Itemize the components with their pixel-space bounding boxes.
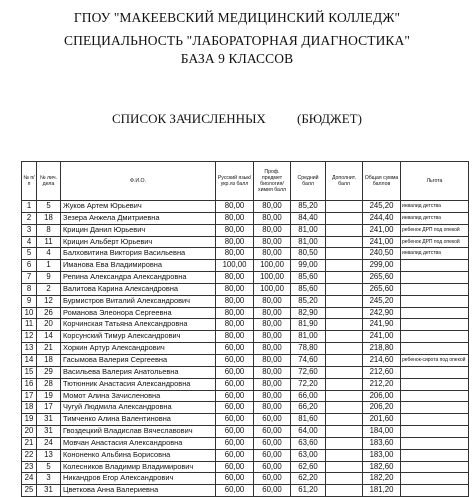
col-file-number-cell: 18 [37,212,61,224]
col-profile-score-cell: 60,00 [254,414,291,426]
col-extra-score-cell [326,331,363,343]
col-full-name-cell: Чугуй Людмила Александровна [61,402,216,414]
col-full-name-cell: Кононенко Альбина Борисовна [61,449,216,461]
col-profile-score-cell: 80,00 [254,331,291,343]
col-russian-score-cell: 60,00 [216,378,254,390]
col-average-score-cell: 84,40 [291,212,326,224]
col-full-name-cell: Васильева Валерия Анатольевна [61,366,216,378]
col-total-score-cell: 241,90 [363,319,401,331]
col-privilege-cell [401,414,469,426]
col-russian-score-cell: 60,00 [216,366,254,378]
col-privilege-cell [401,260,469,272]
col-full-name-cell: Корсунский Тимур Александрович [61,331,216,343]
col-russian-score-cell: 80,00 [216,212,254,224]
col-full-name-cell: Тютюнник Анастасия Александровна [61,378,216,390]
table-row [22,449,469,461]
table-row [22,295,469,307]
table-row [22,283,469,295]
col-average-score-cell: 81,00 [291,236,326,248]
col-extra-score-cell [326,201,363,213]
col-russian-score-cell: 60,00 [216,402,254,414]
col-russian-score-cell: 60,00 [216,343,254,355]
col-russian-score-cell: 60,00 [216,449,254,461]
col-privilege-cell [401,331,469,343]
col-file-number-cell: 8 [37,224,61,236]
col-number-cell: 4 [22,236,37,248]
col-extra-score-cell [326,272,363,284]
col-total-score-cell: 265,60 [363,272,401,284]
col-file-number-cell: 29 [37,366,61,378]
col-average-score-cell: 80,50 [291,248,326,260]
col-full-name-cell: Никандров Егор Александрович [61,473,216,485]
col-russian-score-cell: 60,00 [216,485,254,497]
col-file-number-cell: 31 [37,426,61,438]
table-row [22,378,469,390]
col-profile-score-cell: 80,00 [254,201,291,213]
table-row [22,354,469,366]
col-russian-score-cell: 60,00 [216,461,254,473]
col-file-number-cell: 19 [37,390,61,402]
col-extra-score-cell [326,307,363,319]
col-full-name-cell: Крицин Альберт Юрьевич [61,236,216,248]
col-number-cell: 5 [22,248,37,260]
col-file-number-cell: 28 [37,378,61,390]
col-extra-score-cell [326,414,363,426]
col-russian-score-cell: 80,00 [216,224,254,236]
col-number-cell: 6 [22,260,37,272]
table-row [22,224,469,236]
col-full-name-cell: Балховитина Виктория Васильевна [61,248,216,260]
table-row [22,437,469,449]
col-profile-score-cell: 80,00 [254,378,291,390]
table-row [22,461,469,473]
col-number-cell: 25 [22,485,37,497]
col-full-name-cell: Крицин Данил Юрьевич [61,224,216,236]
col-privilege-cell [401,319,469,331]
col-profile-score-cell: 80,00 [254,366,291,378]
col-file-number-cell: 14 [37,331,61,343]
col-number-cell: 24 [22,473,37,485]
col-number-cell: 22 [22,449,37,461]
col-average-score-cell: 61,20 [291,485,326,497]
col-number-cell: 23 [22,461,37,473]
col-privilege-cell: ребенок ДРП под опекой [401,224,469,236]
col-profile-score-header: Проф. предмет биология/химия балл [254,162,291,201]
col-full-name-cell: Валитова Карина Александровна [61,283,216,295]
col-file-number-cell: 11 [37,236,61,248]
col-total-score-cell: 214,60 [363,354,401,366]
col-privilege-cell [401,390,469,402]
col-privilege-cell [401,307,469,319]
col-privilege-cell [401,295,469,307]
col-file-number-cell: 9 [37,272,61,284]
col-privilege-cell [401,473,469,485]
col-russian-score-cell: 80,00 [216,319,254,331]
col-total-score-cell: 245,20 [363,201,401,213]
col-privilege-cell [401,461,469,473]
col-average-score-cell: 85,20 [291,201,326,213]
col-total-score-cell: 218,80 [363,343,401,355]
table-row [22,390,469,402]
col-total-score-cell: 183,00 [363,449,401,461]
col-russian-score-cell: 60,00 [216,437,254,449]
col-total-score-cell: 244,40 [363,212,401,224]
col-average-score-cell: 81,00 [291,224,326,236]
col-average-score-cell: 78,80 [291,343,326,355]
col-average-score-cell: 62,60 [291,461,326,473]
base-title: БАЗА 9 КЛАССОВ [180,51,294,66]
col-profile-score-cell: 60,00 [254,461,291,473]
col-total-score-cell: 241,00 [363,236,401,248]
col-total-score-cell: 242,90 [363,307,401,319]
col-average-score-header: Средний балл [291,162,326,201]
col-russian-score-header: Русский язык/укр.яз балл [216,162,254,201]
col-number-cell: 8 [22,283,37,295]
col-extra-score-cell [326,449,363,461]
col-profile-score-cell: 60,00 [254,437,291,449]
col-russian-score-cell: 60,00 [216,414,254,426]
col-extra-score-cell [326,390,363,402]
col-average-score-cell: 81,90 [291,319,326,331]
col-full-name-cell: Цветкова Анна Валериевна [61,485,216,497]
col-full-name-header: Ф.И.О. [61,162,216,201]
col-number-header: № п/п [22,162,37,201]
col-file-number-cell: 4 [37,248,61,260]
col-extra-score-cell [326,473,363,485]
col-total-score-cell: 299,00 [363,260,401,272]
table-row [22,260,469,272]
col-privilege-cell [401,426,469,438]
col-total-score-cell: 245,20 [363,295,401,307]
col-profile-score-cell: 100,00 [254,272,291,284]
col-extra-score-cell [326,260,363,272]
col-total-score-cell: 241,00 [363,331,401,343]
col-profile-score-cell: 100,00 [254,283,291,295]
col-privilege-cell [401,283,469,295]
col-profile-score-cell: 80,00 [254,236,291,248]
col-average-score-cell: 74,60 [291,354,326,366]
table-row [22,212,469,224]
col-extra-score-cell [326,378,363,390]
col-profile-score-cell: 80,00 [254,224,291,236]
col-average-score-cell: 62,20 [291,473,326,485]
col-extra-score-cell [326,295,363,307]
col-full-name-cell: Бурмистров Виталий Александрович [61,295,216,307]
table-row [22,331,469,343]
col-profile-score-cell: 80,00 [254,402,291,414]
col-full-name-cell: Репина Александра Александровна [61,272,216,284]
col-full-name-cell: Тимченко Алина Валентиновна [61,414,216,426]
col-privilege-cell: ребенок ДРП под опекой [401,236,469,248]
col-number-cell: 21 [22,437,37,449]
table-row [22,402,469,414]
col-profile-score-cell: 100,00 [254,260,291,272]
col-privilege-header: Льгота [401,162,469,201]
col-number-cell: 1 [22,201,37,213]
col-total-score-cell: 206,20 [363,402,401,414]
col-total-score-cell: 183,60 [363,437,401,449]
col-total-score-cell: 265,60 [363,283,401,295]
list-title: СПИСОК ЗАЧИСЛЕННЫХ [112,111,266,126]
col-full-name-cell: Зезера Анжела Дмитриевна [61,212,216,224]
table-row [22,307,469,319]
col-average-score-cell: 85,60 [291,272,326,284]
col-average-score-cell: 85,60 [291,283,326,295]
col-file-number-cell: 26 [37,307,61,319]
col-russian-score-cell: 100,00 [216,260,254,272]
col-privilege-cell [401,343,469,355]
col-russian-score-cell: 80,00 [216,201,254,213]
specialty-title: СПЕЦИАЛЬНОСТЬ "ЛАБОРАТОРНАЯ ДИАГНОСТИКА" [63,33,410,48]
col-profile-score-cell: 80,00 [254,248,291,260]
col-total-score-cell: 184,00 [363,426,401,438]
col-profile-score-cell: 60,00 [254,449,291,461]
col-total-score-cell: 182,20 [363,473,401,485]
col-russian-score-cell: 60,00 [216,473,254,485]
col-average-score-cell: 72,20 [291,378,326,390]
col-extra-score-cell [326,402,363,414]
col-russian-score-cell: 80,00 [216,331,254,343]
col-number-cell: 2 [22,212,37,224]
col-extra-score-cell [326,212,363,224]
col-profile-score-cell: 80,00 [254,295,291,307]
college-title: ГПОУ "МАКЕЕВСКИЙ МЕДИЦИНСКИЙ КОЛЛЕДЖ" [73,10,401,25]
col-russian-score-cell: 60,00 [216,354,254,366]
col-number-cell: 9 [22,295,37,307]
col-number-cell: 18 [22,402,37,414]
col-average-score-cell: 81,00 [291,331,326,343]
col-number-cell: 19 [22,414,37,426]
table-row [22,248,469,260]
col-extra-score-cell [326,224,363,236]
table-row [22,366,469,378]
col-profile-score-cell: 60,00 [254,426,291,438]
col-extra-score-cell [326,236,363,248]
col-number-cell: 14 [22,354,37,366]
col-file-number-cell: 24 [37,437,61,449]
col-profile-score-cell: 80,00 [254,390,291,402]
col-russian-score-cell: 80,00 [216,295,254,307]
col-extra-score-cell [326,354,363,366]
col-russian-score-cell: 80,00 [216,272,254,284]
col-privilege-cell: инвалид детства [401,212,469,224]
col-full-name-cell: Романова Элеонора Сергеевна [61,307,216,319]
col-file-number-cell: 20 [37,319,61,331]
col-file-number-cell: 1 [37,260,61,272]
col-privilege-cell [401,378,469,390]
col-russian-score-cell: 60,00 [216,390,254,402]
col-number-cell: 3 [22,224,37,236]
col-full-name-cell: Иманова Ева Владимировна [61,260,216,272]
col-total-score-header: Общая сумма баллов [363,162,401,201]
col-average-score-cell: 72,60 [291,366,326,378]
col-average-score-cell: 63,60 [291,437,326,449]
col-extra-score-cell [326,437,363,449]
col-full-name-cell: Колесников Владимир Владимирович [61,461,216,473]
table-body [22,201,469,497]
col-average-score-cell: 99,00 [291,260,326,272]
table-row [22,343,469,355]
list-budget-label: (БЮДЖЕТ) [297,111,362,126]
col-full-name-cell: Корчинская Татьяна Александровна [61,319,216,331]
col-file-number-cell: 5 [37,201,61,213]
col-average-score-cell: 64,00 [291,426,326,438]
col-file-number-cell: 13 [37,449,61,461]
col-profile-score-cell: 80,00 [254,319,291,331]
col-file-number-cell: 5 [37,461,61,473]
col-file-number-cell: 31 [37,414,61,426]
col-total-score-cell: 181,20 [363,485,401,497]
col-total-score-cell: 241,00 [363,224,401,236]
col-number-cell: 13 [22,343,37,355]
col-extra-score-cell [326,283,363,295]
col-average-score-cell: 66,20 [291,402,326,414]
table-row [22,236,469,248]
table-row [22,473,469,485]
table-row [22,319,469,331]
col-profile-score-cell: 80,00 [254,307,291,319]
col-privilege-cell [401,449,469,461]
col-russian-score-cell: 80,00 [216,248,254,260]
col-privilege-cell [401,437,469,449]
col-total-score-cell: 212,60 [363,366,401,378]
col-average-score-cell: 85,20 [291,295,326,307]
table-row [22,426,469,438]
col-privilege-cell: ребенок-сирота под опекой [401,354,469,366]
table-row [22,414,469,426]
col-file-number-cell: 12 [37,295,61,307]
col-file-number-cell: 2 [37,283,61,295]
col-extra-score-header: Дополнит. балл [326,162,363,201]
col-file-number-cell: 18 [37,354,61,366]
col-number-cell: 15 [22,366,37,378]
col-number-cell: 10 [22,307,37,319]
col-file-number-cell: 3 [37,473,61,485]
col-russian-score-cell: 80,00 [216,283,254,295]
col-total-score-cell: 182,60 [363,461,401,473]
col-file-number-header: № лич. дела [37,162,61,201]
table-row [22,201,469,213]
col-profile-score-cell: 80,00 [254,354,291,366]
col-average-score-cell: 81,60 [291,414,326,426]
col-average-score-cell: 82,90 [291,307,326,319]
col-extra-score-cell [326,319,363,331]
col-profile-score-cell: 80,00 [254,343,291,355]
col-number-cell: 16 [22,378,37,390]
col-full-name-cell: Момот Алина Зачисленовна [61,390,216,402]
col-profile-score-cell: 80,00 [254,212,291,224]
col-extra-score-cell [326,426,363,438]
col-full-name-cell: Гвоздецкий Владислав Вячеславович [61,426,216,438]
col-total-score-cell: 206,00 [363,390,401,402]
col-full-name-cell: Мовчан Анастасия Александровна [61,437,216,449]
col-extra-score-cell [326,461,363,473]
col-full-name-cell: Жуков Артем Юрьевич [61,201,216,213]
col-privilege-cell: инвалид детства [401,248,469,260]
col-russian-score-cell: 80,00 [216,236,254,248]
col-extra-score-cell [326,366,363,378]
col-file-number-cell: 21 [37,343,61,355]
col-total-score-cell: 212,20 [363,378,401,390]
col-extra-score-cell [326,485,363,497]
col-privilege-cell: инвалид детства [401,201,469,213]
col-average-score-cell: 63,00 [291,449,326,461]
col-russian-score-cell: 80,00 [216,307,254,319]
col-privilege-cell [401,485,469,497]
table-row [22,485,469,497]
col-number-cell: 17 [22,390,37,402]
col-profile-score-cell: 60,00 [254,473,291,485]
col-number-cell: 7 [22,272,37,284]
col-number-cell: 11 [22,319,37,331]
col-number-cell: 20 [22,426,37,438]
col-profile-score-cell: 60,00 [254,485,291,497]
enrolled-table [21,161,469,497]
table-row [22,272,469,284]
col-russian-score-cell: 60,00 [216,426,254,438]
col-total-score-cell: 201,60 [363,414,401,426]
col-average-score-cell: 66,00 [291,390,326,402]
col-privilege-cell [401,272,469,284]
col-full-name-cell: Гасымова Валерия Сергеевна [61,354,216,366]
col-privilege-cell [401,402,469,414]
col-full-name-cell: Хоркин Артур Александрович [61,343,216,355]
col-total-score-cell: 240,50 [363,248,401,260]
col-extra-score-cell [326,343,363,355]
col-extra-score-cell [326,248,363,260]
col-privilege-cell [401,366,469,378]
col-file-number-cell: 17 [37,402,61,414]
table-header-row [22,162,469,201]
col-number-cell: 12 [22,331,37,343]
col-file-number-cell: 31 [37,485,61,497]
